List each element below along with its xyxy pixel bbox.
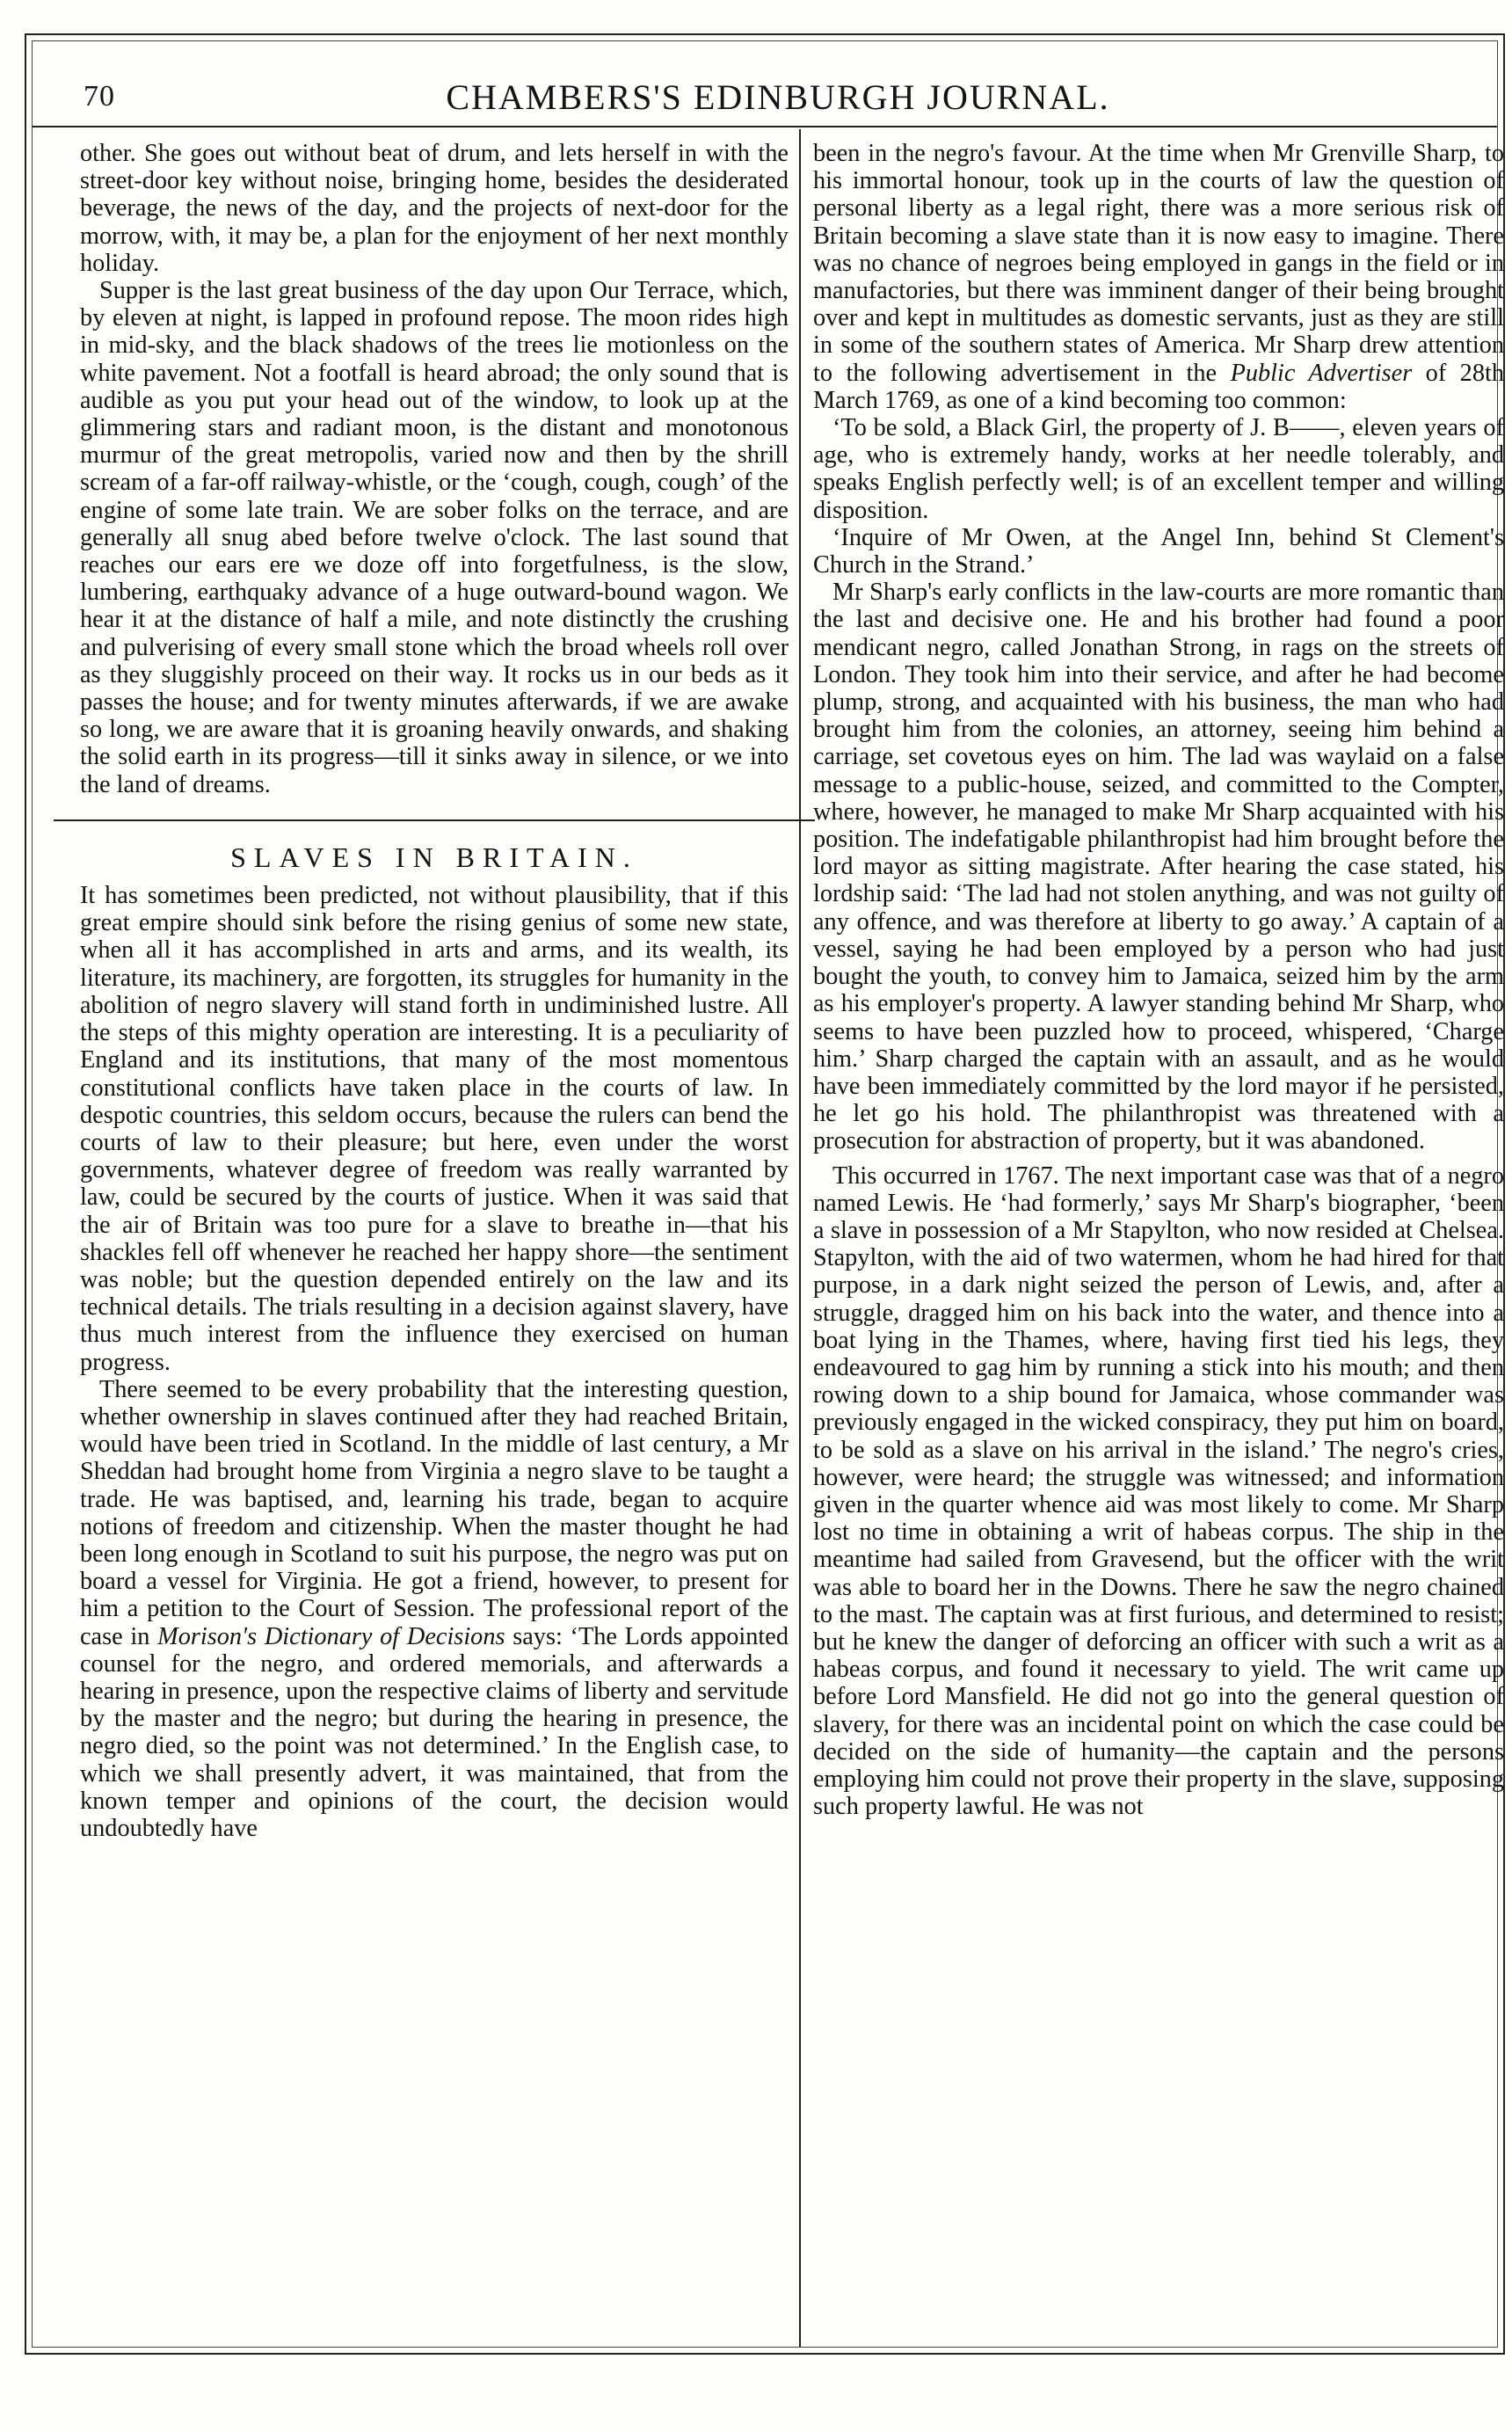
- text-run: of 28th March 1769, as one of a kind becoming too common:: [813, 359, 1504, 414]
- text-run: been in the negro's favour. At the time when Mr Grenville Sharp, to his immortal honour, took up in the courts of law the question of personal liberty as a legal right, there was a more serious risk of Britain becoming a slave state than it is now easy to imagine. There was no chance of negroes being employed in gangs in the field or in manufactories, but there was imminent danger of their being brought over and kept in multitudes as domestic servants, just as they are still in some of the southern states of America. Mr Sharp drew attention to the following advertisement in the: [813, 140, 1504, 387]
- section-divider: [54, 819, 815, 821]
- article-intro: [80, 882, 789, 1376]
- italic-title: Morison's Dictionary of Decisions: [157, 1622, 505, 1650]
- journal-title: CHAMBERS'S EDINBURGH JOURNAL.: [446, 77, 1110, 117]
- advertisement-quote: ‘Inquire of Mr Owen, at the Angel Inn, behind St Clement's Church in the Strand.’: [813, 523, 1504, 579]
- column-divider: [799, 129, 801, 2347]
- paragraph: Supper is the last great business of the day upon Our Terrace, which, by eleven at night, is lapped in profound repose. The moon rides high in mid-sky, and the black shadows of the trees lie motionless on the white pavement. Not a footfall is heard abroad; the only sound that is audible as you put your head out of the window, to look up at the glimmering stars and radiant moon, is the distant and monotonous murmur of the great metropolis, varied now and then by the shrill scream of a far-off railway-whistle, or the ‘cough, cough, cough’ of the engine of some late train. We are sober folks on the terrace, and are generally all snug abed before twelve o'clock. The last sound that reaches our ears ere we doze off into forgetfulness, is the slow, lumbering, earthquaky advance of a huge outward-bound wagon. We hear it at the distance of half a mile, and note distinctly the crushing and pulverising of every small stone which the broad wheels roll over as they sluggishly proceed on their way. It rocks us in our beds as it passes the house; and for twenty minutes afterwards, if we are awake so long, we are aware that it is groaning heavily onwards, and shaking the solid earth in its progress—till it sinks away in silence, or we into the land of dreams.: [80, 277, 789, 798]
- paragraph-sheddan: [80, 1376, 789, 1842]
- paragraph: Mr Sharp's early conflicts in the law-courts are more romantic than the last and decisive one. He and his brother had found a poor mendicant negro, called Jonathan Strong, in rags on the streets of London. They took him into their service, and after he had become plump, strong, and acquainted with his business, the man who had brought him from the colonies, an attorney, seeing him behind a carriage, set covetous eyes on him. The lad was waylaid on a false message to a public-house, seized, and committed to the Compter, where, however, he managed to make Mr Sharp acquainted with his position. The indefatigable philanthropist had him brought before the lord mayor as sitting magistrate. After hearing the case stated, his lordship said: ‘The lad had not stolen anything, and was not guilty of any offence, and was therefore at liberty to go away.’ A captain of a vessel, saying he had been employed by a person who had just bought the youth, to convey him to Jamaica, seized him by the arm as his employer's property. A lawyer standing behind Mr Sharp, who seems to have been puzzled how to proceed, whispered, ‘Charge him.’ Sharp charged the captain with an assault, and as he would have been immediately committed by the lord mayor if he persisted, he let go his hold. The philanthropist was threatened with a prosecution for abstraction of property, but it was abandoned.: [813, 579, 1504, 1155]
- dropcap-word: It: [80, 882, 96, 910]
- advertisement-quote: ‘To be sold, a Black Girl, the property of J. B——, eleven years of age, who is extremely handy, works at her needle tolerably, and speaks English perfectly well; is of an excellent temper and willing disposition.: [813, 414, 1504, 524]
- left-column: [80, 140, 789, 2329]
- paragraph: This occurred in 1767. The next important case was that of a negro named Lewis. He ‘had formerly,’ says Mr Sharp's biographer, ‘been a slave in possession of a Mr Stapylton, who now resided at Chelsea. Stapylton, with the aid of two watermen, whom he had hired for that purpose, in a dark night seized the person of Lewis, and, after a struggle, dragged him on his back into the water, and thence into a boat lying in the Thames, where, having first tied his legs, they endeavoured to gag him by running a stick into his mouth; and then rowing down to a ship bound for Jamaica, whose commander was previously engaged in the wicked conspiracy, they put him on board, to be sold as a slave on his arrival in the island.’ The negro's cries, however, were heard; the struggle was witnessed; and information given in the quarter whence aid was most likely to come. Mr Sharp lost no time in obtaining a writ of habeas corpus. The ship in the meantime had sailed from Gravesend, but the officer with the writ was able to board her in the Downs. There he saw the negro chained to the mast. The captain was at first furious, and determined to resist; but he knew the danger of deforcing an officer with such a writ as a habeas corpus, and found it necessary to yield. The writ came up before Lord Mansfield. He did not go into the general question of slavery, for there was an incidental point on which the case could be decided on the side of humanity—the captain and the persons employing him could not prove their property in the slave, supposing such property lawful. He was not: [813, 1161, 1504, 1821]
- page-number: 70: [84, 80, 115, 113]
- page-header: [33, 41, 1497, 127]
- article-title: SLAVES IN BRITAIN.: [230, 841, 638, 873]
- text-run: There seemed to be every probability that the interesting question, whether ownership in slaves continued after they had reached Britain, would have been tried in Scotland. In the middle of last century, a Mr Sheddan had brought home from Virginia a negro slave to be taught a trade. He was baptised, and, learning his trade, began to acquire notions of freedom and citizenship. When the master thought he had been long enough in Scotland to suit his purpose, the negro was put on board a vessel for Virginia. He got a friend, however, to present for him a petition to the Court of Session. The professional report of the case in: [80, 1375, 789, 1650]
- italic-title: Public Advertiser: [1230, 359, 1413, 387]
- right-column: [813, 140, 1504, 2329]
- journal-page: [25, 33, 1505, 2355]
- paragraph: other. She goes out without beat of drum, and lets herself in with the street-door key without noise, bringing home, besides the desiderated beverage, the news of the day, and the projects of next-door for the morrow, with, it may be, a plan for the enjoyment of her next monthly holiday.: [80, 140, 789, 277]
- text-run: says: ‘The Lords appointed counsel for the negro, and ordered memorials, and afterwards a hearing in presence, upon the respective claims of liberty and servitude by the master and the negro; but during the hearing in presence, the negro died, so the point was not determined.’ In the English case, to which we shall presently advert, it was maintained, that from the known temper and opinions of the court, the decision would undoubtedly have: [80, 1622, 789, 1842]
- intro-text: has sometimes been predicted, not without plausibility, that if this great empire should sink before the rising genius of some new state, when all it has accomplished in arts and arms, and its wealth, its literature, its machinery, are forgotten, its struggles for humanity in the abolition of negro slavery will stand forth in undiminished lustre. All the steps of this mighty operation are interesting. It is a peculiarity of England and its institutions, that many of the most momentous constitutional conflicts have taken place in the courts of law. In despotic countries, this seldom occurs, because the rulers can bend the courts of law to their pleasure; but here, even under the worst governments, whatever degree of freedom was really warranted by law, could be secured by the courts of justice. When it was said that the air of Britain was too pure for a slave to breathe in—that his shackles fell off whenever he reached her happy shore—the sentiment was noble; but the question depended entirely on the law and its technical details. The trials resulting in a decision against slavery, have thus much interest from the influence they exercised on human progress.: [80, 882, 789, 1376]
- paragraph: [813, 140, 1504, 414]
- page-frame: [32, 40, 1504, 2348]
